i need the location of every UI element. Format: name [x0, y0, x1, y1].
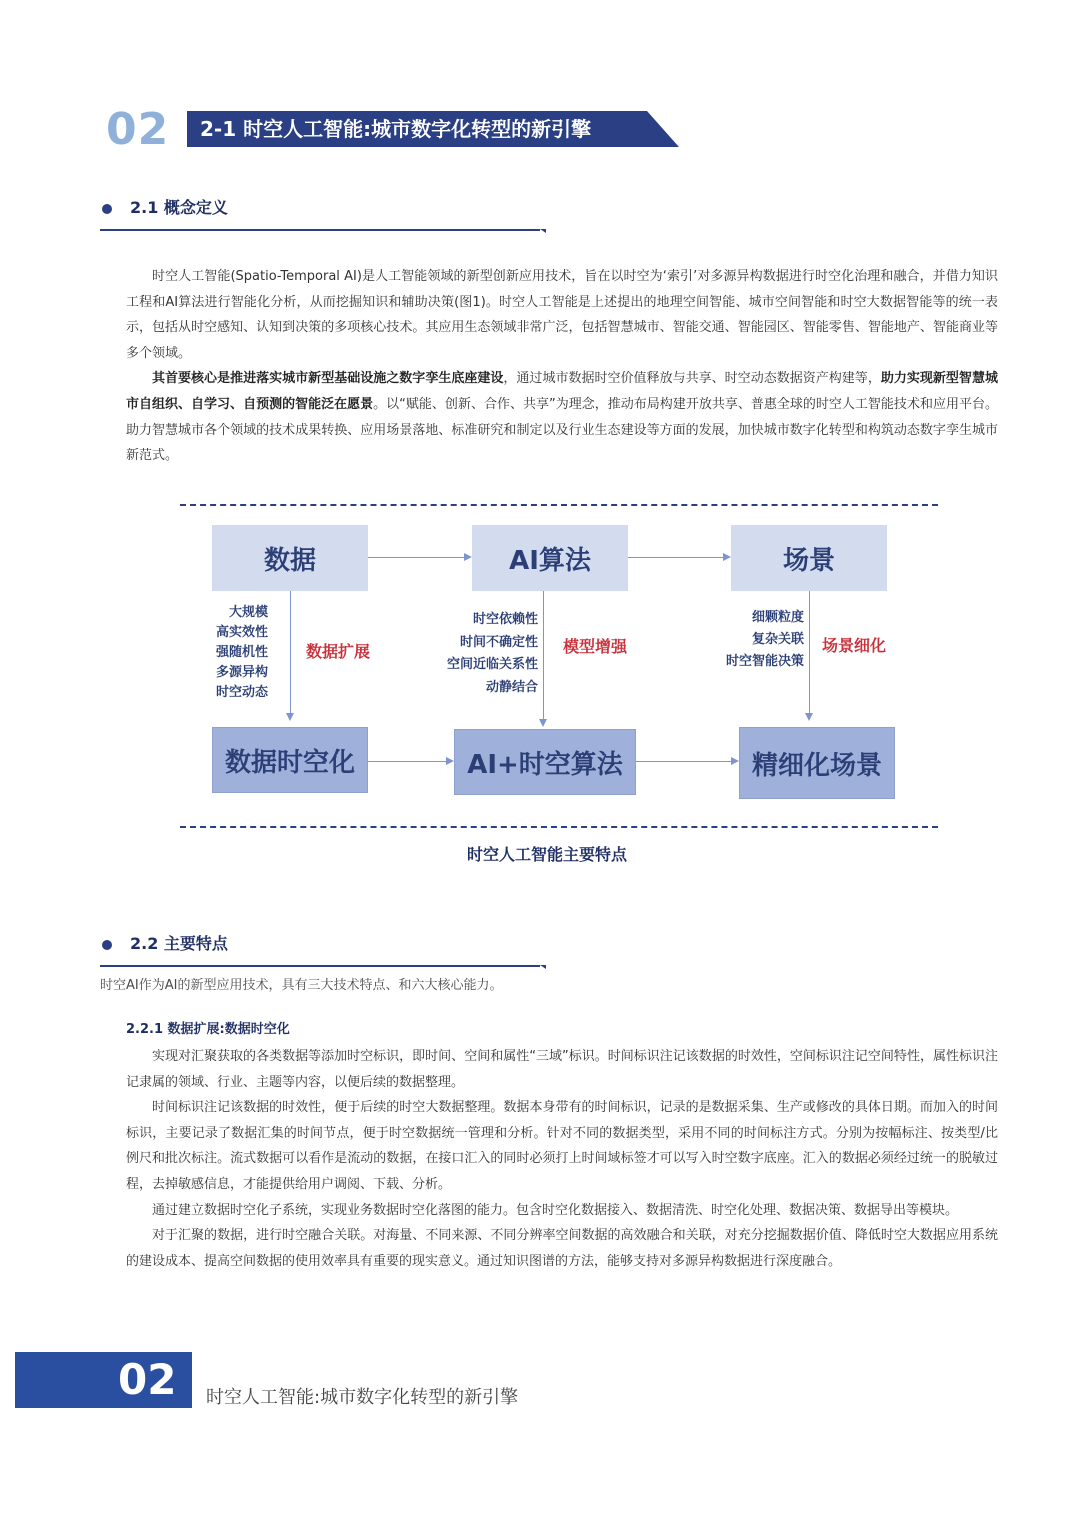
- feature-list-ai: [420, 609, 538, 699]
- feature-item: 多源异构: [215, 665, 268, 680]
- arrow-line: [543, 591, 544, 719]
- feature-item: 时间不确定性: [459, 634, 538, 650]
- arrow-down-icon: [286, 713, 294, 721]
- arrow-right-icon: [731, 757, 739, 765]
- subsection-title-2-2-1: 2.2.1 数据扩展:数据时空化: [126, 1022, 290, 1037]
- paragraph-text: 。以“赋能、创新、合作、共享”为理念，推动布局构建开放共享、普惠全球的时空人工智能技术和应用平台。助力智慧城市各个领域的技术成果转换、应用场景落地、标准研究和制定以及行业生态建设等方面的发展，加快城市数字化转型和构筑动态数字孪生城市新范式。: [126, 396, 998, 464]
- section-underline: [100, 965, 540, 967]
- feature-list-scenario: [712, 607, 804, 673]
- arrow-line: [368, 557, 464, 558]
- footer-chapter-number: 02: [118, 1355, 177, 1404]
- box-ai-spatiotemporal-algorithm: AI+时空算法: [454, 729, 636, 795]
- section-bullet-icon: [102, 940, 112, 950]
- feature-item: 高实效性: [215, 625, 268, 640]
- paragraph: [126, 366, 998, 468]
- feature-item: 强随机性: [215, 645, 268, 660]
- chapter-title: 2-1 时空人工智能:城市数字化转型的新引擎: [200, 117, 592, 141]
- figure-top-dashed-rule: [180, 504, 938, 506]
- section-2-2-1-body: [126, 1044, 998, 1274]
- section-bullet-icon: [102, 204, 112, 214]
- paragraph: 时间标识注记该数据的时效性，便于后续的时空大数据整理。数据本身带有的时间标识，记录的是数据采集、生产或修改的具体日期。而加入的时间标识，主要记录了数据汇集的时间节点，便于时空数据统一管理和分析。针对不同的数据类型，采用不同的时间标注方式。分别为按幅标注、按类型/比例尺和批次标注。流式数据可以看作是流动的数据，在接口汇入的同时必须打上时间域标签才可以写入时空数字底座。汇入的数据必须经过统一的脱敏过程，去掉敏感信息，才能提供给用户调阅、下载、分析。: [126, 1100, 998, 1192]
- figure-caption: 时空人工智能主要特点: [467, 845, 628, 864]
- bold-text: 助力实现新型智慧城市自组织、自学习、自预测的智能泛在愿景: [126, 371, 998, 412]
- section-title-2-2: 2.2 主要特点: [130, 934, 228, 953]
- feature-item: 时空动态: [215, 685, 268, 700]
- arrow-line: [628, 557, 723, 558]
- section-underline-tip: [540, 229, 546, 233]
- section-2-2-intro: 时空AI作为AI的新型应用技术，具有三大技术特点、和六大核心能力。: [100, 978, 503, 993]
- section-2-1-body: [126, 264, 998, 469]
- feature-item: 细颗粒度: [751, 610, 804, 625]
- arrow-line: [290, 591, 291, 713]
- figure-bottom-dashed-rule: [180, 826, 938, 828]
- paragraph: 时空人工智能(Spatio-Temporal AI)是人工智能领域的新型创新应用技术，旨在以时空为‘索引’对多源异构数据进行时空化治理和融合，并借力知识工程和AI算法进行智能化分析，从而挖掘知识和辅助决策(图1)。时空人工智能是上述提出的地理空间智能、城市空间智能和时空大数据智能等的统一表示，包括从时空感知、认知到决策的多项核心技术。其应用生态领域非常广泛，包括智慧城市、智能交通、智能园区、智能零售、智能地产、智能商业等多个领域。: [126, 269, 998, 361]
- arrow-down-icon: [539, 719, 547, 727]
- feature-item: 时空智能决策: [725, 654, 804, 669]
- paragraph: 实现对汇聚获取的各类数据等添加时空标识，即时间、空间和属性“三域”标识。时间标识注记该数据的时效性，空间标识注记空间特性，属性标识注记隶属的领域、行业、主题等内容，以便后续的数据整理。: [126, 1049, 998, 1090]
- feature-item: 空间近临关系性: [446, 657, 538, 672]
- arrow-line: [636, 761, 731, 762]
- box-ai-algorithm: AI算法: [472, 525, 628, 591]
- label-scenario-refinement: 场景细化: [822, 636, 887, 655]
- chapter-number: 02: [106, 104, 170, 155]
- box-refined-scenario: 精细化场景: [739, 727, 895, 799]
- feature-item: 大规模: [228, 605, 268, 620]
- box-data-spatiotemporal: 数据时空化: [212, 727, 368, 793]
- feature-item: 复杂关联: [751, 632, 804, 647]
- paragraph: 通过建立数据时空化子系统，实现业务数据时空化落图的能力。包含时空化数据接入、数据清洗、时空化处理、数据决策、数据导出等模块。: [152, 1202, 959, 1218]
- section-underline: [100, 229, 540, 231]
- feature-item: 动静结合: [485, 679, 538, 695]
- box-scenario: 场景: [731, 525, 887, 591]
- section-underline-tip: [540, 965, 546, 969]
- box-data: 数据: [212, 525, 368, 591]
- arrow-line: [368, 761, 446, 762]
- feature-list-data: [190, 603, 268, 703]
- section-title-2-1: 2.1 概念定义: [130, 198, 228, 217]
- label-model-enhancement: 模型增强: [563, 637, 628, 656]
- feature-item: 时空依赖性: [472, 612, 538, 627]
- paragraph-text: ，通过城市数据时空价值释放与共享、时空动态数据资产构建等，: [503, 371, 881, 387]
- arrow-right-icon: [464, 553, 472, 561]
- arrow-down-icon: [805, 713, 813, 721]
- arrow-right-icon: [446, 757, 454, 765]
- arrow-line: [809, 591, 810, 713]
- label-data-expansion: 数据扩展: [306, 642, 371, 661]
- paragraph: 对于汇聚的数据，进行时空融合关联。对海量、不同来源、不同分辨率空间数据的高效融合和关联，对充分挖掘数据价值、降低时空大数据应用系统的建设成本、提高空间数据的使用效率具有重要的现实意义。通过知识图谱的方法，能够支持对多源异构数据进行深度融合。: [126, 1228, 998, 1269]
- arrow-right-icon: [723, 553, 731, 561]
- bold-text: 其首要核心是推进落实城市新型基础设施之数字孪生底座建设: [152, 371, 504, 387]
- footer-title: 时空人工智能:城市数字化转型的新引擎: [206, 1387, 519, 1408]
